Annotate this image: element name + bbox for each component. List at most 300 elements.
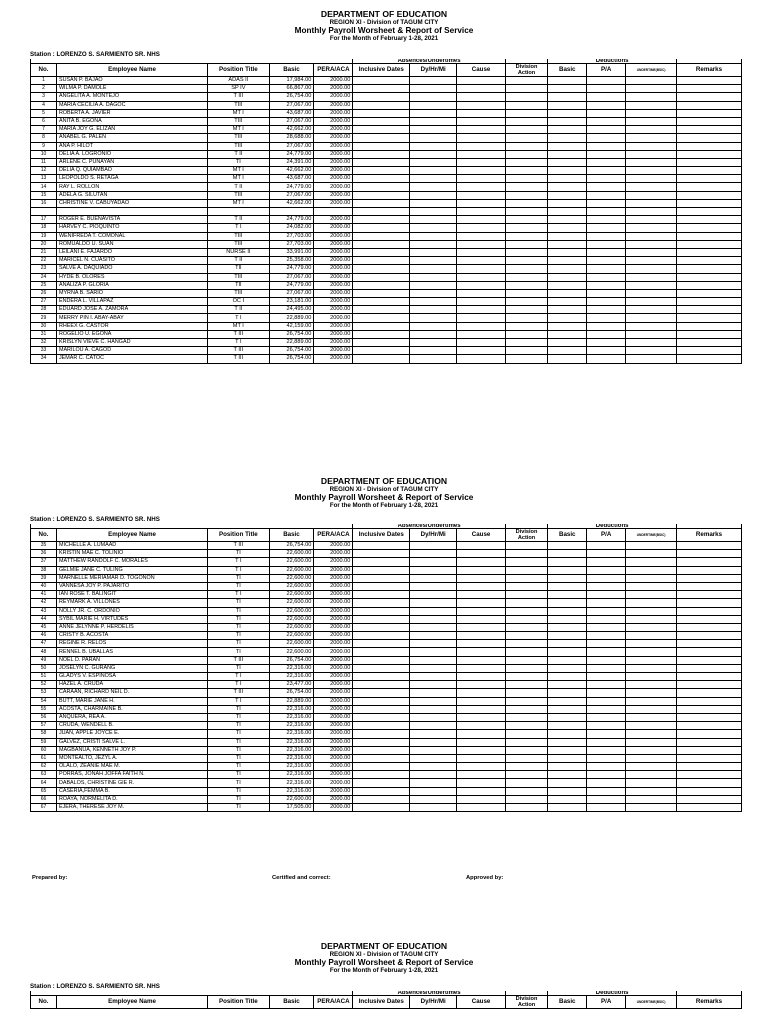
empty-cell xyxy=(457,697,505,705)
empty-cell xyxy=(587,681,626,689)
pera-aca-amount: 2000.00 xyxy=(314,257,353,265)
empty-cell xyxy=(457,705,505,713)
basic-salary: 26,754.00 xyxy=(269,330,314,338)
pera-aca-amount: 2000.00 xyxy=(314,101,353,109)
empty-cell xyxy=(587,648,626,656)
row-number: 33 xyxy=(31,347,57,355)
table-row xyxy=(31,746,742,754)
position-title: T II xyxy=(208,216,269,224)
empty-cell xyxy=(505,795,548,803)
empty-cell xyxy=(548,117,587,125)
col-deduction-basic: Basic xyxy=(548,64,587,77)
empty-cell xyxy=(626,542,677,550)
empty-cell xyxy=(626,126,677,134)
employee-name: REGINE R. RELOS xyxy=(56,640,207,648)
empty-cell xyxy=(457,763,505,771)
row-number: 6 xyxy=(31,117,57,125)
position-title: ADAS II xyxy=(208,77,269,85)
empty-cell xyxy=(676,804,741,812)
basic-salary: 22,316.00 xyxy=(269,763,314,771)
position-title: T III xyxy=(208,355,269,363)
empty-cell xyxy=(410,175,457,183)
empty-cell xyxy=(626,787,677,795)
empty-cell xyxy=(457,339,505,347)
col-division-action: Division Action xyxy=(505,996,548,1009)
empty-cell xyxy=(457,273,505,281)
empty-cell xyxy=(505,265,548,273)
empty-cell xyxy=(505,582,548,590)
table-row xyxy=(31,787,742,795)
empty-cell xyxy=(410,697,457,705)
row-number: 46 xyxy=(31,632,57,640)
empty-cell xyxy=(626,93,677,101)
table-row xyxy=(31,289,742,297)
employee-name: GALVEZ, CRISTI SALVE L. xyxy=(56,738,207,746)
empty-cell xyxy=(457,804,505,812)
empty-cell xyxy=(676,771,741,779)
empty-cell xyxy=(457,582,505,590)
employee-name: NOEL D. PARAN xyxy=(56,656,207,664)
basic-salary: 22,316.00 xyxy=(269,673,314,681)
pera-aca-amount: 2000.00 xyxy=(314,648,353,656)
table-row xyxy=(31,158,742,166)
prepared-by-label: Prepared by: xyxy=(32,875,68,881)
basic-salary: 22,316.00 xyxy=(269,779,314,787)
empty-cell xyxy=(457,673,505,681)
position-title: TI xyxy=(208,623,269,631)
empty-cell xyxy=(626,738,677,746)
empty-cell xyxy=(505,623,548,631)
empty-cell xyxy=(353,281,410,289)
table-row xyxy=(31,257,742,265)
position-title: TI xyxy=(208,582,269,590)
table-row xyxy=(31,191,742,199)
basic-salary: 22,600.00 xyxy=(269,599,314,607)
empty-cell xyxy=(457,574,505,582)
col-cause: Cause xyxy=(457,996,505,1009)
empty-cell xyxy=(457,281,505,289)
empty-cell xyxy=(410,566,457,574)
empty-cell xyxy=(353,763,410,771)
approved-by-label: Approved by: xyxy=(466,875,504,881)
basic-salary: 27,703.00 xyxy=(269,240,314,248)
table-row xyxy=(31,109,742,117)
empty-cell xyxy=(548,347,587,355)
empty-cell xyxy=(457,101,505,109)
empty-cell xyxy=(626,232,677,240)
employee-name: MERRY PIN I. ABAY-ABAY xyxy=(56,314,207,322)
empty-cell xyxy=(410,673,457,681)
empty-cell xyxy=(676,574,741,582)
empty-cell xyxy=(676,582,741,590)
empty-cell xyxy=(457,566,505,574)
empty-cell xyxy=(505,314,548,322)
pera-aca-amount: 2000.00 xyxy=(314,574,353,582)
empty-cell xyxy=(676,339,741,347)
employee-name: LEOPOLDO S. RETAGA xyxy=(56,175,207,183)
empty-cell xyxy=(457,632,505,640)
empty-cell xyxy=(548,134,587,142)
basic-salary: 22,600.00 xyxy=(269,623,314,631)
col-cause: Cause xyxy=(457,64,505,77)
empty-cell xyxy=(505,681,548,689)
station-label: Station : LORENZO S. SARMIENTO SR. NHS xyxy=(30,983,160,990)
empty-cell xyxy=(353,664,410,672)
table-row xyxy=(31,640,742,648)
row-number: 57 xyxy=(31,722,57,730)
empty-cell xyxy=(548,738,587,746)
empty-cell xyxy=(626,330,677,338)
empty-cell xyxy=(626,615,677,623)
empty-cell xyxy=(548,101,587,109)
empty-cell xyxy=(505,771,548,779)
empty-cell xyxy=(353,542,410,550)
empty-cell xyxy=(457,738,505,746)
table-row xyxy=(31,339,742,347)
empty-cell xyxy=(587,77,626,85)
empty-cell xyxy=(353,804,410,812)
empty-cell xyxy=(676,722,741,730)
pera-aca-amount: 2000.00 xyxy=(314,738,353,746)
empty-cell xyxy=(626,101,677,109)
table-row xyxy=(31,265,742,273)
row-number: 36 xyxy=(31,550,57,558)
empty-cell xyxy=(410,730,457,738)
position-title: TI xyxy=(208,705,269,713)
empty-cell xyxy=(676,697,741,705)
empty-cell xyxy=(587,574,626,582)
empty-cell xyxy=(587,216,626,224)
basic-salary: 22,600.00 xyxy=(269,640,314,648)
empty-cell xyxy=(353,795,410,803)
empty-cell xyxy=(676,208,741,216)
employee-name xyxy=(56,208,207,216)
col-basic: Basic xyxy=(269,64,314,77)
empty-cell xyxy=(353,306,410,314)
empty-cell xyxy=(353,697,410,705)
position-title: T I xyxy=(208,673,269,681)
empty-cell xyxy=(676,673,741,681)
table-row xyxy=(31,224,742,232)
empty-cell xyxy=(410,640,457,648)
empty-cell xyxy=(626,689,677,697)
employee-name: KRISTIN MAE C. TOLINIO xyxy=(56,550,207,558)
basic-salary: 22,600.00 xyxy=(269,550,314,558)
empty-cell xyxy=(505,542,548,550)
pera-aca-amount: 2000.00 xyxy=(314,117,353,125)
empty-cell xyxy=(626,175,677,183)
empty-cell xyxy=(676,265,741,273)
empty-cell xyxy=(457,183,505,191)
table-row xyxy=(31,681,742,689)
table-row xyxy=(31,101,742,109)
row-number: 19 xyxy=(31,232,57,240)
row-number: 67 xyxy=(31,804,57,812)
empty-cell xyxy=(676,281,741,289)
pera-aca-amount: 2000.00 xyxy=(314,607,353,615)
empty-cell xyxy=(676,322,741,330)
header-department: DEPARTMENT OF EDUCATION xyxy=(320,9,448,19)
position-title: T II xyxy=(208,306,269,314)
empty-cell xyxy=(353,77,410,85)
empty-cell xyxy=(587,779,626,787)
empty-cell xyxy=(548,322,587,330)
empty-cell xyxy=(505,232,548,240)
position-title: TIII xyxy=(208,191,269,199)
empty-cell xyxy=(548,730,587,738)
empty-cell xyxy=(410,281,457,289)
empty-cell xyxy=(548,574,587,582)
empty-cell xyxy=(626,566,677,574)
empty-cell xyxy=(626,754,677,762)
col-deduction-basic: Basic xyxy=(548,996,587,1009)
table-body xyxy=(31,542,742,812)
basic-salary: 22,316.00 xyxy=(269,713,314,721)
empty-cell xyxy=(505,93,548,101)
empty-cell xyxy=(587,199,626,207)
table-row xyxy=(31,232,742,240)
pera-aca-amount: 2000.00 xyxy=(314,355,353,363)
table-header xyxy=(31,524,742,542)
employee-name: SALVE A. DAQUIADO xyxy=(56,265,207,273)
table-row xyxy=(31,697,742,705)
col-dy-hr-mi: Dy/Hr/Mi xyxy=(410,64,457,77)
pera-aca-amount: 2000.00 xyxy=(314,77,353,85)
empty-cell xyxy=(587,281,626,289)
row-number: 50 xyxy=(31,664,57,672)
empty-cell xyxy=(548,281,587,289)
empty-cell xyxy=(676,591,741,599)
empty-cell xyxy=(353,175,410,183)
empty-cell xyxy=(505,550,548,558)
empty-cell xyxy=(353,248,410,256)
empty-cell xyxy=(626,273,677,281)
empty-cell xyxy=(353,339,410,347)
header-title: Monthly Payroll Worsheet & Report of Service xyxy=(294,958,474,967)
position-title: TIII xyxy=(208,134,269,142)
col-cause: Cause xyxy=(457,529,505,542)
empty-cell xyxy=(410,779,457,787)
empty-cell xyxy=(353,158,410,166)
empty-cell xyxy=(626,216,677,224)
empty-cell xyxy=(587,607,626,615)
position-title: T II xyxy=(208,150,269,158)
empty-cell xyxy=(457,314,505,322)
empty-cell xyxy=(505,208,548,216)
employee-name: ROMUALDO U. SUAN xyxy=(56,240,207,248)
header-title: Monthly Payroll Worsheet & Report of Service xyxy=(294,26,474,35)
basic-salary: 22,600.00 xyxy=(269,574,314,582)
empty-cell xyxy=(587,183,626,191)
empty-cell xyxy=(587,150,626,158)
header-title: Monthly Payroll Worsheet & Report of Service xyxy=(294,493,474,502)
empty-cell xyxy=(548,689,587,697)
employee-name: EJERA, THERESE JOY M. xyxy=(56,804,207,812)
pera-aca-amount: 2000.00 xyxy=(314,347,353,355)
table-row xyxy=(31,216,742,224)
empty-cell xyxy=(587,232,626,240)
empty-cell xyxy=(353,85,410,93)
row-number: 22 xyxy=(31,257,57,265)
empty-cell xyxy=(676,763,741,771)
basic-salary: 17,505.00 xyxy=(269,804,314,812)
empty-cell xyxy=(548,640,587,648)
empty-cell xyxy=(587,208,626,216)
empty-cell xyxy=(457,232,505,240)
pera-aca-amount: 2000.00 xyxy=(314,330,353,338)
basic-salary: 26,754.00 xyxy=(269,347,314,355)
empty-cell xyxy=(457,93,505,101)
row-number: 7 xyxy=(31,126,57,134)
row-number: 20 xyxy=(31,240,57,248)
employee-name: MARILOU A. CAGOD xyxy=(56,347,207,355)
empty-cell xyxy=(676,355,741,363)
empty-cell xyxy=(548,664,587,672)
empty-cell xyxy=(410,689,457,697)
empty-cell xyxy=(676,632,741,640)
empty-cell xyxy=(353,240,410,248)
empty-cell xyxy=(548,713,587,721)
empty-cell xyxy=(457,795,505,803)
pera-aca-amount: 2000.00 xyxy=(314,199,353,207)
basic-salary: 66,867.00 xyxy=(269,85,314,93)
empty-cell xyxy=(353,289,410,297)
basic-salary: 42,159.00 xyxy=(269,322,314,330)
employee-name: SYBIL MARIE H. VIRTUDES xyxy=(56,615,207,623)
table-row xyxy=(31,689,742,697)
employee-name: ROGER E. BUENAVISTA xyxy=(56,216,207,224)
basic-salary: 33,991.00 xyxy=(269,248,314,256)
empty-cell xyxy=(676,134,741,142)
empty-cell xyxy=(548,656,587,664)
table-row xyxy=(31,355,742,363)
basic-salary: 26,754.00 xyxy=(269,689,314,697)
position-title: TI xyxy=(208,607,269,615)
col-no: No. xyxy=(31,64,57,77)
row-number: 39 xyxy=(31,574,57,582)
basic-salary: 22,316.00 xyxy=(269,730,314,738)
empty-cell xyxy=(626,306,677,314)
pera-aca-amount: 2000.00 xyxy=(314,150,353,158)
empty-cell xyxy=(587,738,626,746)
empty-cell xyxy=(626,265,677,273)
employee-name: HAZEL A. CRUDA xyxy=(56,681,207,689)
row-number: 44 xyxy=(31,615,57,623)
employee-name: WILMA P. DAMOLE xyxy=(56,85,207,93)
empty-cell xyxy=(410,191,457,199)
empty-cell xyxy=(410,787,457,795)
empty-cell xyxy=(457,265,505,273)
position-title: TI xyxy=(208,779,269,787)
basic-salary: 22,316.00 xyxy=(269,722,314,730)
empty-cell xyxy=(676,599,741,607)
pera-aca-amount: 2000.00 xyxy=(314,763,353,771)
empty-cell xyxy=(548,330,587,338)
empty-cell xyxy=(410,339,457,347)
empty-cell xyxy=(457,542,505,550)
pera-aca-amount: 2000.00 xyxy=(314,216,353,224)
empty-cell xyxy=(676,257,741,265)
empty-cell xyxy=(505,640,548,648)
empty-cell xyxy=(626,550,677,558)
empty-cell xyxy=(353,648,410,656)
empty-cell xyxy=(676,730,741,738)
col-pera-aca: PERA/ACA xyxy=(314,64,353,77)
empty-cell xyxy=(626,804,677,812)
row-number: 66 xyxy=(31,795,57,803)
basic-salary: 28,688.00 xyxy=(269,134,314,142)
empty-cell xyxy=(548,771,587,779)
empty-cell xyxy=(410,85,457,93)
empty-cell xyxy=(548,298,587,306)
col-pa: P/A xyxy=(587,529,626,542)
empty-cell xyxy=(457,322,505,330)
empty-cell xyxy=(457,150,505,158)
col-undertime: UNDERTIME(BSIC) xyxy=(626,529,677,542)
row-number: 64 xyxy=(31,779,57,787)
empty-cell xyxy=(353,656,410,664)
empty-cell xyxy=(505,697,548,705)
employee-name: ANALIZA P. GLORIA xyxy=(56,281,207,289)
row-number: 17 xyxy=(31,216,57,224)
empty-cell xyxy=(626,681,677,689)
pera-aca-amount: 2000.00 xyxy=(314,582,353,590)
row-number: 1 xyxy=(31,77,57,85)
basic-salary: 27,067.00 xyxy=(269,289,314,297)
table-row xyxy=(31,656,742,664)
row-number: 45 xyxy=(31,623,57,631)
basic-salary: 24,779.00 xyxy=(269,183,314,191)
employee-name: MARNELLE MERIAMAR D. TOGONON xyxy=(56,574,207,582)
table-row xyxy=(31,199,742,207)
empty-cell xyxy=(676,566,741,574)
empty-cell xyxy=(676,142,741,150)
basic-salary: 22,889.00 xyxy=(269,339,314,347)
basic-salary: 22,889.00 xyxy=(269,697,314,705)
table-row xyxy=(31,150,742,158)
empty-cell xyxy=(410,150,457,158)
pera-aca-amount: 2000.00 xyxy=(314,339,353,347)
empty-cell xyxy=(457,681,505,689)
position-title: TIII xyxy=(208,117,269,125)
employee-name: ROGELIO U. EGONA xyxy=(56,330,207,338)
position-title: T I xyxy=(208,681,269,689)
empty-cell xyxy=(587,582,626,590)
empty-cell xyxy=(353,208,410,216)
empty-cell xyxy=(505,117,548,125)
empty-cell xyxy=(676,705,741,713)
row-number: 32 xyxy=(31,339,57,347)
empty-cell xyxy=(353,298,410,306)
row-number: 24 xyxy=(31,273,57,281)
empty-cell xyxy=(626,746,677,754)
empty-cell xyxy=(676,224,741,232)
row-number: 60 xyxy=(31,746,57,754)
empty-cell xyxy=(548,648,587,656)
empty-cell xyxy=(587,109,626,117)
empty-cell xyxy=(676,607,741,615)
row-number: 43 xyxy=(31,607,57,615)
empty-cell xyxy=(548,289,587,297)
pera-aca-amount: 2000.00 xyxy=(314,705,353,713)
row-number: 58 xyxy=(31,730,57,738)
empty-cell xyxy=(587,754,626,762)
empty-cell xyxy=(548,191,587,199)
position-title: TIII xyxy=(208,273,269,281)
empty-cell xyxy=(353,591,410,599)
empty-cell xyxy=(410,615,457,623)
col-no: No. xyxy=(31,529,57,542)
